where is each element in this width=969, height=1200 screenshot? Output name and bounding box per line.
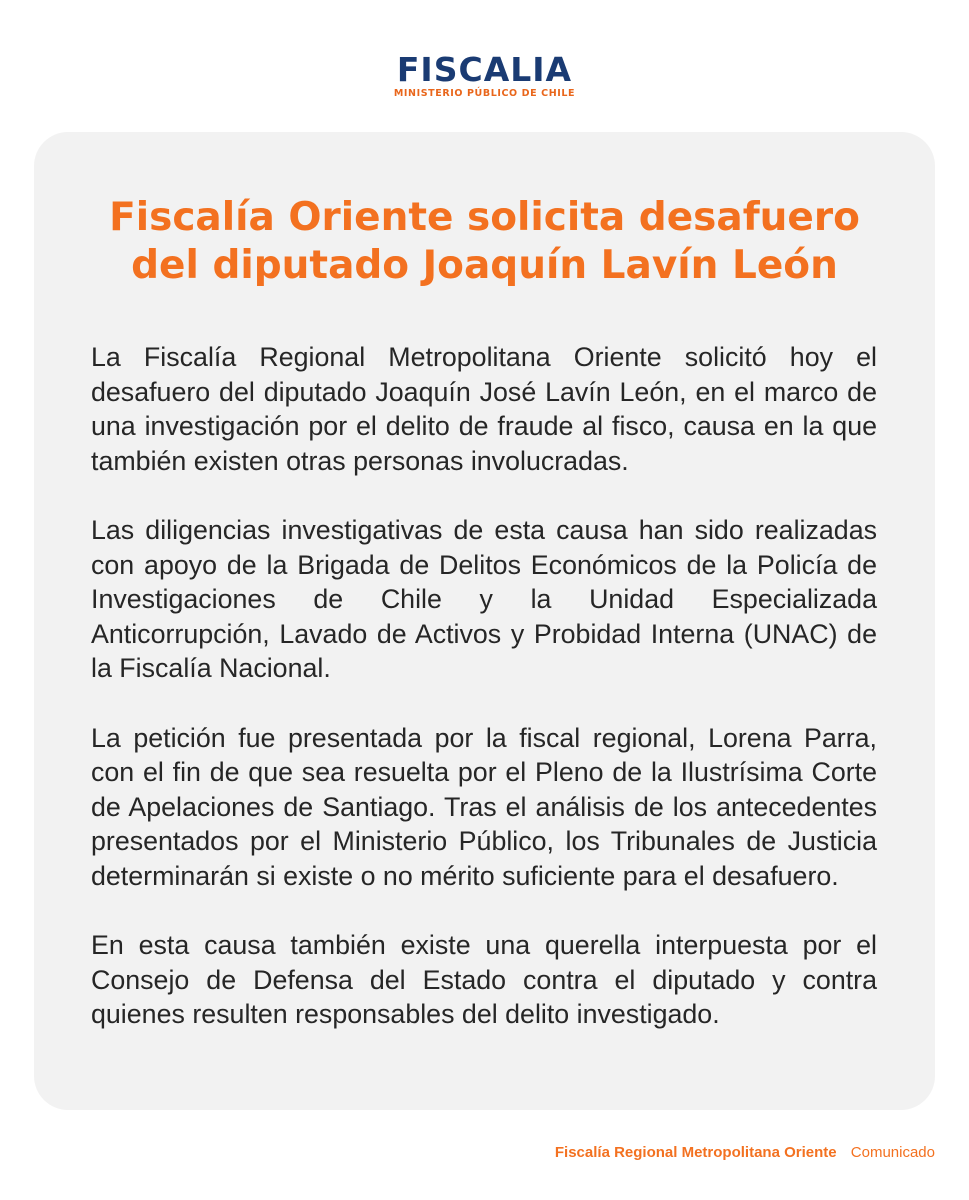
headline-line-2: del diputado Joaquín Lavín León	[131, 243, 838, 288]
footer-document-type: Comunicado	[850, 1144, 935, 1161]
footer-organization: Fiscalía Regional Metropolitana Oriente	[554, 1144, 837, 1161]
headline-line-1: Fiscalía Oriente solicita desafuero	[109, 195, 860, 240]
press-release-body	[91, 340, 877, 1067]
headline	[34, 194, 935, 290]
paragraph-4: En esta causa también existe una querella interpuesta por el Consejo de Defensa del Estado contra el diputado y contra quienes resulten responsables del delito investigado.	[91, 930, 877, 1029]
paragraph-2: Las diligencias investigativas de esta causa han sido realizadas con apoyo de la Brigada de Delitos Económicos de la Policía de Investigaciones de Chile y la Unidad Especializada Anticorrupción, Lavado de Activos y Probidad Interna (UNAC) de la Fiscalía Nacional.	[91, 515, 877, 683]
press-release-card	[34, 132, 935, 1110]
paragraph-1: La Fiscalía Regional Metropolitana Oriente solicitó hoy el desafuero del diputado Joaquín José Lavín León, en el marco de una investigación por el delito de fraude al fisco, causa en la que también existen otras personas involucradas.	[91, 342, 877, 476]
footer	[555, 1143, 935, 1163]
fiscalia-logo	[0, 52, 969, 100]
logo-wordmark: FISCALIA	[396, 50, 573, 89]
logo-subtitle: MINISTERIO PÚBLICO DE CHILE	[393, 88, 576, 99]
paragraph-3: La petición fue presentada por la fiscal regional, Lorena Parra, con el fin de que sea resuelta por el Pleno de la Ilustrísima Corte de Apelaciones de Santiago. Tras el análisis de los antecedentes presentados por el Ministerio Público, los Tribunales de Justicia determinarán si existe o no mérito suficiente para el desafuero.	[91, 722, 877, 891]
